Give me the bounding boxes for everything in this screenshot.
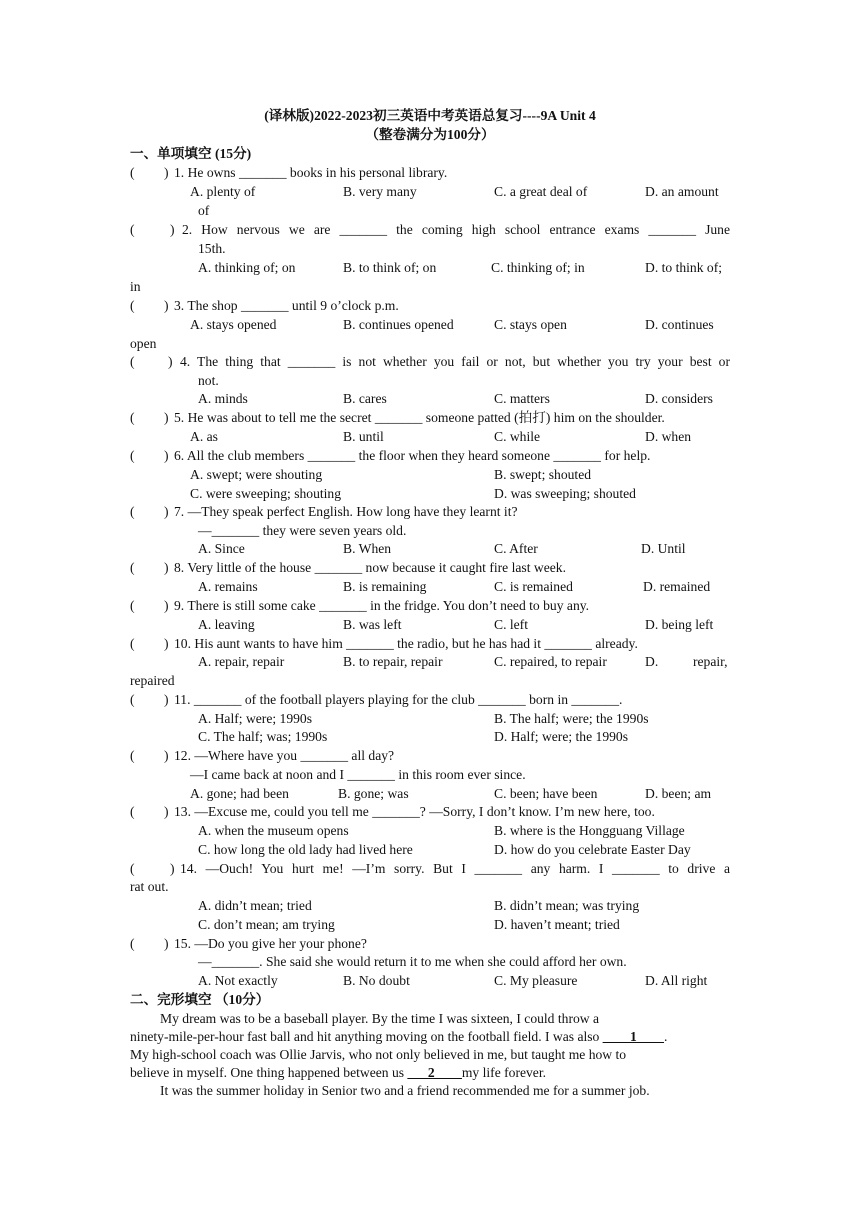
answer-paren-close: ) — [170, 861, 175, 876]
answer-paren-open: ( — [130, 598, 135, 613]
option-b: B. is remaining — [343, 579, 427, 594]
question-stem-cont: —_______. She said she would return it to me when she could afford her own. — [198, 954, 627, 969]
option-c: C. how long the old lady had lived here — [198, 842, 413, 857]
option-d-text: repair, — [693, 654, 728, 669]
question-stem: 8. Very little of the house _______ now because it caught fire last week. — [174, 560, 566, 575]
answer-paren-close: ) — [164, 560, 169, 575]
option-c: C. After — [494, 541, 538, 556]
question-stem: 4. The thing that _______ is not whether you fail or not, but whether you try your best or — [180, 354, 730, 369]
answer-paren-open: ( — [130, 165, 135, 180]
question-stem: 13. —Excuse me, could you tell me _______? —Sorry, I don’t know. I’m new here, too. — [174, 804, 655, 819]
option-b: B. to think of; on — [343, 260, 437, 275]
page-title: (译林版)2022-2023初三英语中考英语总复习----9A Unit 4 — [264, 108, 596, 123]
option-c: C. repaired, to repair — [494, 654, 607, 669]
question-stem: 1. He owns _______ books in his personal library. — [174, 165, 448, 180]
answer-paren-open: ( — [130, 692, 135, 707]
option-b: B. continues opened — [343, 317, 454, 332]
option-b: B. cares — [343, 391, 387, 406]
option-a: A. swept; were shouting — [190, 467, 323, 482]
question-stem-wrap: rat out. — [130, 879, 169, 894]
option-a: A. leaving — [198, 617, 255, 632]
option-c: C. been; have been — [494, 786, 598, 801]
answer-paren-close: ) — [164, 804, 169, 819]
option-d: D. considers — [645, 391, 713, 406]
option-c: C. matters — [494, 391, 550, 406]
answer-paren-close: ) — [164, 936, 169, 951]
option-b: B. where is the Hongguang Village — [494, 823, 685, 838]
question-stem: 9. There is still some cake _______ in the fridge. You don’t need to buy any. — [174, 598, 590, 613]
page-subtitle: （整卷满分为100分） — [365, 127, 495, 142]
answer-paren-open: ( — [130, 448, 135, 463]
option-c: C. is remained — [494, 579, 573, 594]
question-stem: 3. The shop _______ until 9 o’clock p.m. — [174, 298, 399, 313]
answer-paren-open: ( — [130, 748, 135, 763]
option-c: C. stays open — [494, 317, 567, 332]
option-a: A. Half; were; 1990s — [198, 711, 313, 726]
answer-paren-close: ) — [164, 298, 169, 313]
answer-paren-open: ( — [130, 222, 135, 237]
option-a: A. remains — [198, 579, 258, 594]
passage-line-1: My dream was to be a baseball player. By the time I was sixteen, I could throw a — [160, 1011, 600, 1026]
section1-heading: 一、单项填空 (15分) — [130, 146, 252, 161]
passage-text: believe in myself. One thing happened between us — [130, 1065, 408, 1080]
answer-paren-close: ) — [164, 165, 169, 180]
option-d: D. — [645, 654, 659, 669]
option-d: D. being left — [645, 617, 714, 632]
option-d: D. continues — [645, 317, 714, 332]
answer-paren-open: ( — [130, 936, 135, 951]
option-c: C. were sweeping; shouting — [190, 486, 342, 501]
option-a: A. minds — [198, 391, 248, 406]
question-stem: 14. —Ouch! You hurt me! —I’m sorry. But I _______ any harm. I _______ to drive a — [180, 861, 730, 876]
question-stem: 5. He was about to tell me the secret _______ someone patted (拍打) him on the shoulder. — [174, 410, 665, 425]
option-d: D. remained — [643, 579, 711, 594]
question-stem-cont: not. — [198, 373, 219, 388]
option-d-wrap: repaired — [130, 673, 175, 688]
option-a: A. gone; had been — [190, 786, 289, 801]
cloze-blank-2: ___2____ — [407, 1065, 462, 1080]
option-b: B. very many — [343, 184, 417, 199]
option-d: D. been; am — [645, 786, 712, 801]
answer-paren-close: ) — [168, 354, 173, 369]
option-d: D. how do you celebrate Easter Day — [494, 842, 691, 857]
answer-paren-close: ) — [164, 598, 169, 613]
answer-paren-close: ) — [170, 222, 175, 237]
question-stem: 6. All the club members _______ the floor when they heard someone _______ for help. — [174, 448, 651, 463]
answer-paren-close: ) — [164, 692, 169, 707]
cloze-blank-1: ____1____ — [602, 1029, 664, 1044]
option-a: A. when the museum opens — [198, 823, 349, 838]
answer-paren-close: ) — [164, 504, 169, 519]
answer-paren-open: ( — [130, 804, 135, 819]
option-d: D. to think of; — [645, 260, 723, 275]
answer-paren-open: ( — [130, 636, 135, 651]
question-stem: 15. —Do you give her your phone? — [174, 936, 367, 951]
option-c: C. left — [494, 617, 528, 632]
question-stem: 10. His aunt wants to have him _______ the radio, but he has had it _______ already. — [174, 636, 638, 651]
option-d-wrap: of — [198, 203, 210, 218]
question-stem: 12. —Where have you _______ all day? — [174, 748, 395, 763]
option-a: A. plenty of — [190, 184, 256, 199]
question-stem-cont: 15th. — [198, 241, 226, 256]
answer-paren-close: ) — [164, 636, 169, 651]
option-b: B. The half; were; the 1990s — [494, 711, 649, 726]
option-c: C. don’t mean; am trying — [198, 917, 335, 932]
option-b: B. until — [343, 429, 384, 444]
option-c: C. a great deal of — [494, 184, 588, 199]
option-a: A. Not exactly — [198, 973, 278, 988]
option-a: A. repair, repair — [198, 654, 285, 669]
option-b: B. didn’t mean; was trying — [494, 898, 640, 913]
option-b: B. to repair, repair — [343, 654, 443, 669]
passage-text: ninety-mile-per-hour fast ball and hit anything moving on the football field. I was also — [130, 1029, 603, 1044]
answer-paren-open: ( — [130, 354, 135, 369]
option-d: D. was sweeping; shouted — [494, 486, 636, 501]
option-d-wrap: in — [130, 279, 141, 294]
option-c: C. My pleasure — [494, 973, 578, 988]
option-c: C. thinking of; in — [491, 260, 585, 275]
option-d: D. haven’t meant; tried — [494, 917, 620, 932]
option-c: C. while — [494, 429, 541, 444]
section2-heading: 二、完形填空 （10分） — [130, 992, 270, 1007]
passage-line-5: It was the summer holiday in Senior two and a friend recommended me for a summer job. — [160, 1083, 650, 1098]
passage-line-2 — [130, 1029, 667, 1045]
answer-paren-close: ) — [164, 448, 169, 463]
question-stem-cont: —_______ they were seven years old. — [198, 523, 407, 538]
passage-line-4 — [130, 1065, 546, 1081]
option-b: B. When — [343, 541, 392, 556]
answer-paren-close: ) — [164, 748, 169, 763]
option-b: B. swept; shouted — [494, 467, 592, 482]
option-d-wrap: open — [130, 336, 157, 351]
answer-paren-open: ( — [130, 410, 135, 425]
option-b: B. No doubt — [343, 973, 410, 988]
option-c: C. The half; was; 1990s — [198, 729, 328, 744]
answer-paren-open: ( — [130, 560, 135, 575]
answer-paren-open: ( — [130, 504, 135, 519]
option-d: D. Until — [641, 541, 686, 556]
option-b: B. gone; was — [338, 786, 409, 801]
question-stem: 7. —They speak perfect English. How long have they learnt it? — [174, 504, 518, 519]
question-stem: 2. How nervous we are _______ the coming high school entrance exams _______ June — [182, 222, 730, 237]
question-stem-cont: —I came back at noon and I _______ in this room ever since. — [190, 767, 526, 782]
passage-text: . — [663, 1029, 668, 1044]
question-stem: 11. _______ of the football players playing for the club _______ born in _______. — [174, 692, 623, 707]
answer-paren-close: ) — [164, 410, 169, 425]
option-a: A. thinking of; on — [198, 260, 296, 275]
option-a: A. stays opened — [190, 317, 277, 332]
option-b: B. was left — [343, 617, 402, 632]
option-a: A. as — [190, 429, 218, 444]
answer-paren-open: ( — [130, 298, 135, 313]
passage-line-3: My high-school coach was Ollie Jarvis, who not only believed in me, but taught me how to — [130, 1047, 627, 1062]
option-d: D. All right — [645, 973, 708, 988]
option-a: A. Since — [198, 541, 245, 556]
answer-paren-open: ( — [130, 861, 135, 876]
option-d: D. when — [645, 429, 692, 444]
option-d: D. Half; were; the 1990s — [494, 729, 629, 744]
option-a: A. didn’t mean; tried — [198, 898, 312, 913]
option-d: D. an amount — [645, 184, 719, 199]
passage-text: my life forever. — [461, 1065, 547, 1080]
